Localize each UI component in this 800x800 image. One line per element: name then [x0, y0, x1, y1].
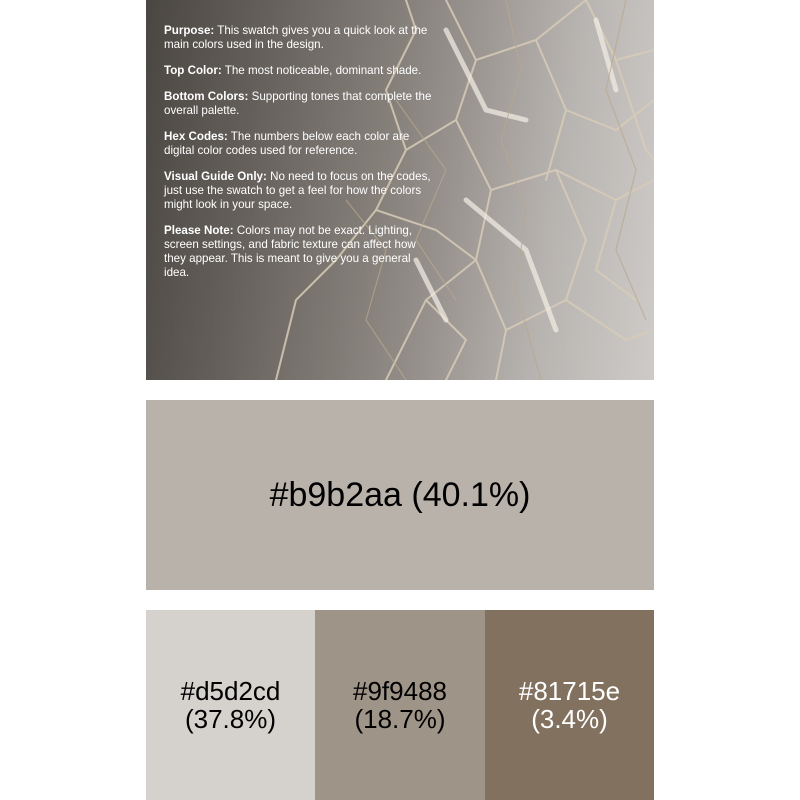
- note-label: Purpose:: [164, 24, 215, 37]
- supporting-color-swatch-1: [146, 610, 315, 800]
- note-text: The most noticeable, dominant shade.: [221, 64, 422, 77]
- note-label: Hex Codes:: [164, 130, 228, 143]
- note-bottom-colors: [164, 90, 432, 118]
- note-label: Please Note:: [164, 224, 234, 237]
- note-text: This swatch gives you a quick look at the main colors used in the design.: [164, 24, 428, 51]
- swatch-percentage: (3.4%): [531, 704, 608, 734]
- swatch-notes: [164, 24, 432, 292]
- note-label: Bottom Colors:: [164, 90, 249, 103]
- note-purpose: [164, 24, 432, 52]
- note-text: Colors may not be exact. Lighting, screen settings, and fabric texture can affect how they appear. This is meant to give you a general idea.: [164, 224, 416, 279]
- note-text: The numbers below each color are digital color codes used for reference.: [164, 130, 410, 157]
- note-text: Supporting tones that complete the overall palette.: [164, 90, 432, 117]
- swatch-hex-code: #d5d2cd: [180, 676, 281, 706]
- note-text: No need to focus on the codes, just use the swatch to get a feel for how the colors might look in your space.: [164, 170, 431, 211]
- design-preview-image: [146, 0, 654, 380]
- note-label: Top Color:: [164, 64, 222, 77]
- supporting-color-swatch-2: [315, 610, 485, 800]
- note-label: Visual Guide Only:: [164, 170, 267, 183]
- note-please-note: [164, 224, 432, 280]
- swatch-hex-code: #9f9488: [353, 676, 447, 706]
- dominant-color-swatch: [146, 400, 654, 590]
- note-visual-guide: [164, 170, 432, 212]
- supporting-color-swatch-3: [485, 610, 654, 800]
- dominant-color-label: #b9b2aa (40.1%): [269, 475, 531, 514]
- swatch-percentage: (37.8%): [184, 704, 277, 734]
- swatch-hex-code: #81715e: [518, 676, 621, 706]
- swatch-percentage: (18.7%): [354, 704, 446, 734]
- note-hex-codes: [164, 130, 432, 158]
- note-top-color: [164, 64, 432, 78]
